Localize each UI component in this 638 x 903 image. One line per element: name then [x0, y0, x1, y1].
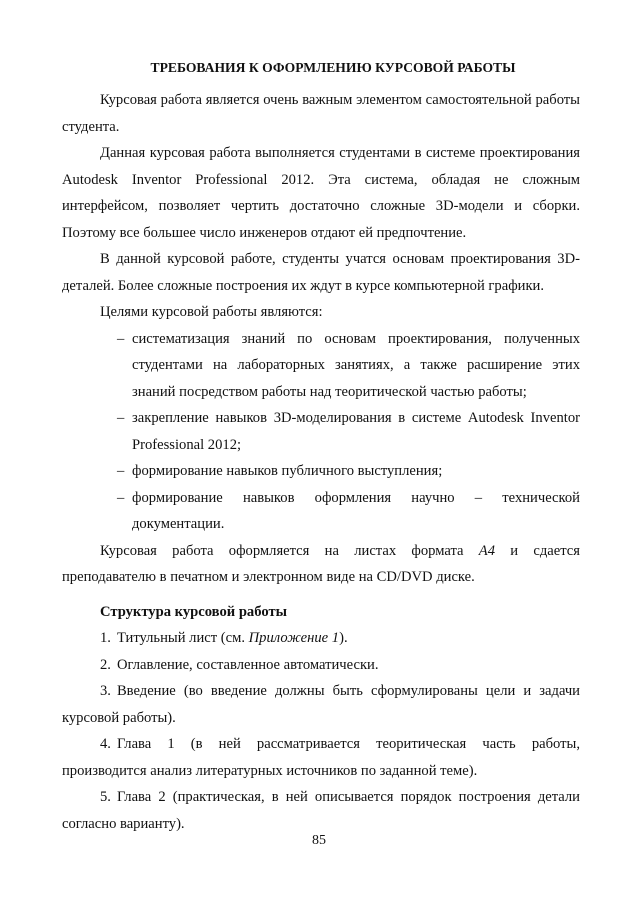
dash-marker: –: [117, 489, 125, 506]
item-text: Оглавление, составленное автоматически.: [116, 656, 379, 673]
structure-item-2: [62, 652, 580, 679]
list-item: [62, 485, 580, 538]
page-number: 85: [312, 833, 326, 848]
structure-item-3: [62, 678, 580, 731]
item-text-before: Титульный лист (см.: [116, 630, 249, 646]
item-number: 2.: [100, 656, 111, 673]
structure-item-1: [62, 625, 580, 652]
structure-heading: Структура курсовой работы: [100, 603, 288, 620]
item-number: 3.: [100, 683, 111, 699]
item-text: Введение (во введение должны быть сформулированы цели и задачи курсовой работы).: [62, 683, 580, 726]
item-text: Глава 2 (практическая, в ней описывается порядок построения детали согласно варианту).: [62, 789, 580, 832]
appendix-reference: Приложение 1: [248, 630, 340, 646]
paragraph-goals-intro: Целями курсовой работы являются:: [100, 304, 323, 320]
list-item-text: формирование навыков публичного выступления;: [132, 463, 443, 479]
item-number: 5.: [100, 789, 111, 805]
format-text-after: и сдается преподавателю в печатном и электронном виде на CD/DVD диске.: [62, 542, 580, 585]
item-text: Глава 1 (в ней рассматривается теоритическая часть работы, производится анализ литературных источников по заданной теме).: [62, 736, 580, 779]
format-text-before: Курсовая работа оформляется на листах формата: [100, 542, 479, 559]
list-item-text: закрепление навыков 3D-моделирования в системе Autodesk Inventor Professional 2012;: [132, 410, 580, 453]
list-item: [62, 458, 580, 485]
page-title: ТРЕБОВАНИЯ К ОФОРМЛЕНИЮ КУРСОВОЙ РАБОТЫ: [150, 60, 516, 75]
list-item-text: формирование навыков оформления научно – технической документации.: [132, 489, 580, 532]
paragraph-system: Данная курсовая работа выполняется студентами в системе проектирования Autodesk Inventor Professional 2012. Эта система, обладая не сложным интерфейсом, позволяет чертить достаточно сложные 3D-модели и сборки. Поэтому все большее число инженеров отдают ей предпочтение.: [62, 145, 580, 241]
paragraph-intro: Курсовая работа является очень важным элементом самостоятельной работы студента.: [62, 92, 580, 135]
item-number: 4.: [100, 736, 111, 752]
structure-item-4: [62, 731, 580, 784]
list-item-text: систематизация знаний по основам проектирования, полученных студентами на лабораторных занятиях, а также расширение этих знаний посредством работы над теоритической частью работы;: [132, 330, 580, 400]
paragraph-format: [62, 538, 580, 591]
item-number: 1.: [100, 630, 111, 646]
structure-item-5: [62, 784, 580, 837]
paper-format: А4: [478, 542, 496, 559]
dash-marker: –: [117, 330, 125, 347]
goals-list: [62, 326, 580, 538]
list-item: [62, 405, 580, 458]
dash-marker: –: [117, 410, 125, 426]
item-text-after: ).: [339, 630, 348, 646]
list-item: [62, 326, 580, 406]
paragraph-basics: В данной курсовой работе, студенты учатся основам проектирования 3D-деталей. Более сложные построения их ждут в курсе компьютерной графики.: [62, 251, 580, 294]
dash-marker: –: [117, 463, 125, 479]
